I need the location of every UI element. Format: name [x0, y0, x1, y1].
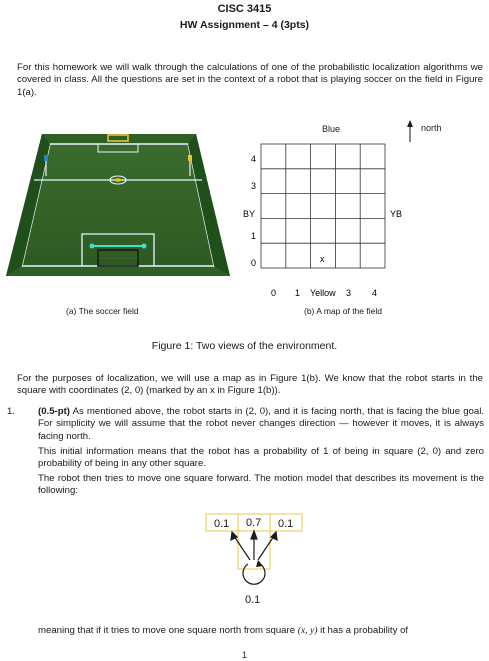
- intro-paragraph: For this homework we will walk through the calculations of one of the probabilistic localization algorithms we covered in class. All the questions are set in the context of a robot that is playing soccer on the field in Figure 1(a).: [17, 62, 483, 98]
- localization-paragraph: For the purposes of localization, we will use a map as in Figure 1(b). We know that the robot starts in the square with coordinates (2, 0) (marked by an x in Figure 1(b)).: [17, 373, 483, 397]
- assignment-title: HW Assignment – 4 (3pts): [179, 19, 310, 31]
- map-right-label: YB: [390, 209, 403, 219]
- figure-caption: Figure 1: Two views of the environment.: [151, 340, 338, 352]
- y-tick-4: 4: [251, 154, 257, 164]
- caption-b: (b) A map of the field: [304, 306, 382, 316]
- closing-suffix: it has a probability of: [317, 625, 409, 636]
- north-arrow-icon: [407, 120, 413, 142]
- y-tick-3: 3: [251, 181, 257, 191]
- x-tick-4: 4: [372, 288, 378, 298]
- motion-model-diagram: [200, 512, 310, 610]
- y-tick-0: 0: [251, 258, 257, 268]
- prob-top-center: 0.7: [246, 517, 262, 529]
- map-grid: [261, 144, 385, 268]
- x-tick-1: 1: [295, 288, 301, 298]
- x-tick-3: 3: [346, 288, 352, 298]
- map-top-label: Blue: [322, 124, 341, 134]
- closing-prefix: meaning that if it tries to move one square north from square: [38, 625, 298, 636]
- question-1-para2: This initial information means that the robot has a probability of 1 of being in square (2, 0) and zero probability of being in any other square.: [38, 446, 484, 470]
- closing-coords: (x, y): [297, 625, 318, 636]
- y-tick-1: 1: [251, 231, 257, 241]
- prob-stay: 0.1: [245, 594, 261, 606]
- prob-top-right: 0.1: [278, 518, 294, 530]
- question-points: (0.5-pt): [38, 406, 70, 417]
- question-body: As mentioned above, the robot starts in (2, 0), and it is facing north, that is facing the blue goal. For simplicity we will assume that the robot never changes direction — however it moves, it is always facing north.: [38, 406, 484, 442]
- page-number: 1: [241, 650, 247, 660]
- field-map: [240, 118, 489, 318]
- robot-position-mark: x: [320, 254, 325, 264]
- soccer-field-image: [0, 128, 236, 280]
- map-bottom-label: Yellow: [310, 288, 336, 298]
- question-1-para3: The robot then tries to move one square forward. The motion model that describes its movement is the following:: [38, 473, 484, 497]
- course-title: CISC 3415: [217, 3, 272, 15]
- north-label: north: [421, 123, 442, 133]
- prob-top-left: 0.1: [214, 518, 230, 530]
- caption-a: (a) The soccer field: [66, 306, 139, 316]
- x-tick-0: 0: [271, 288, 277, 298]
- question-number: 1.: [7, 406, 16, 417]
- question-1-text: [38, 406, 484, 443]
- map-left-label: BY: [243, 209, 256, 219]
- closing-line: [38, 625, 484, 637]
